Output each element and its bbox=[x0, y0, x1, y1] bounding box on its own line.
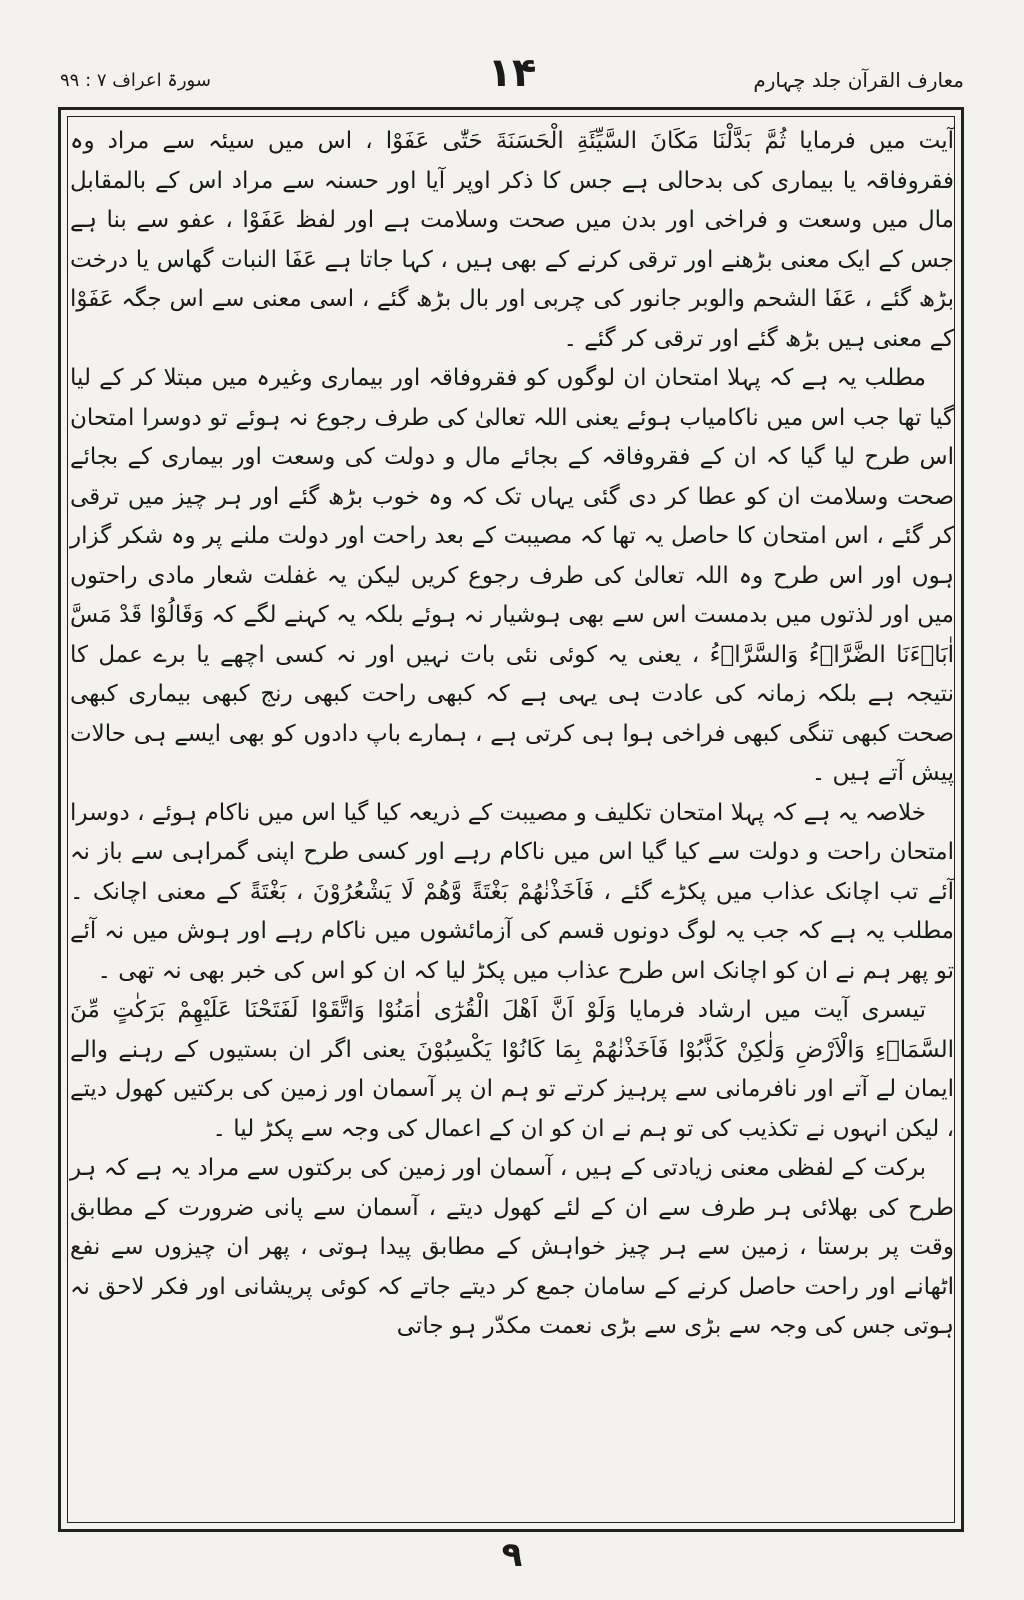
page-header bbox=[60, 50, 964, 110]
page-number-top: ۱۴ bbox=[487, 50, 537, 96]
page-body bbox=[70, 122, 954, 1522]
paragraph: تیسری آیت میں ارشاد فرمایا وَلَوْ اَنَّ اَهْلَ الْقُرٰٓى اٰمَنُوْا وَاتَّقَوْا لَفَتَحْنَا عَلَيْهِمْ بَرَكٰتٍ مِّنَ السَّمَاۗءِ وَالْاَرْضِ وَلٰكِنْ كَذَّبُوْا فَاَخَذْنٰهُمْ بِمَا كَانُوْا يَكْسِبُوْنَ یعنی اگر ان بستیوں کے رہنے والے ایمان لے آتے اور نافرمانی سے پرہیز کرتے تو ہم ان پر آسمان اور زمین کی برکتیں کھول دیتے ، لیکن انہوں نے تکذیب کی تو ہم نے ان کو ان کے اعمال کی وجہ سے پکڑ لیا ۔ bbox=[70, 997, 954, 1142]
paragraph: برکت کے لفظی معنی زیادتی کے ہیں ، آسمان اور زمین کی برکتوں سے مراد یہ ہے کہ ہر طرح کی بھلائی ہر طرف سے ان کے لئے کھول دیتے ، آسمان سے پانی ضرورت کے مطابق وقت پر برستا ، زمین سے ہر چیز خواہش کے مطابق پیدا ہوتی ، پھر ان چیزوں سے نفع اٹھانے اور راحت حاصل کرنے کے سامان جمع کر دیتے جاتے کہ کوئی پریشانی اور فکر لاحق نہ ہوتی جس کی وجہ سے بڑی سے بڑی نعمت مکدّر ہو جاتی bbox=[70, 1155, 954, 1339]
page-footer-number: ۹ bbox=[501, 1535, 523, 1575]
book-title: معارف القرآن جلد چہارم bbox=[753, 68, 964, 92]
paragraph: خلاصہ یہ ہے کہ پہلا امتحان تکلیف و مصیبت کے ذریعہ کیا گیا اس میں ناکام ہوئے ، دوسرا امتحان راحت و دولت سے کیا گیا اس میں ناکام رہے اور کسی طرح اپنی گمراہی سے باز نہ آئے تب اچانک عذاب میں پکڑے گئے ، فَاَخَذْنٰهُمْ بَغْتَةً وَّهُمْ لَا يَشْعُرُوْنَ ، بَغْتَةً کے معنی اچانک ۔ مطلب یہ ہے کہ جب یہ لوگ دونوں قسم کی آزمائشوں میں ناکام رہے اور ہوش میں نہ آئے تو پھر ہم نے ان کو اچانک اس طرح عذاب میں پکڑ لیا کہ ان کو اس کی خبر بھی نہ تھی ۔ bbox=[70, 799, 954, 984]
surah-reference: سورۃ اعراف ۷ : ۹۹ bbox=[60, 70, 211, 91]
paragraph: مطلب یہ ہے کہ پہلا امتحان ان لوگوں کو فقروفاقہ اور بیماری وغیرہ میں مبتلا کر کے لیا گیا تھا جب اس میں ناکامیاب ہوئے یعنی اللہ تعالیٰ کی طرف رجوع نہ ہوئے تو دوسرا امتحان اس طرح لیا گیا کہ ان کے فقروفاقہ کے بجائے مال و دولت کی وسعت اور بیماری کے بجائے صحت وسلامت ان کو عطا کر دی گئی یہاں تک کہ وہ خوب بڑھ گئے اور ہر چیز میں ترقی کر گئے ، اس امتحان کا حاصل یہ تھا کہ مصیبت کے بعد راحت اور دولت ملنے پر وہ شکر گزار ہوں اور اس طرح وہ اللہ تعالیٰ کی طرف رجوع کریں لیکن یہ غفلت شعار مادی راحتوں میں اور لذتوں میں بدمست اس سے بھی ہوشیار نہ ہوئے بلکہ یہ کہنے لگے کہ وَقَالُوْا قَدْ مَسَّ اٰبَاۗءَنَا الضَّرَّاۗءُ وَالسَّرَّاۗءُ ، یعنی یہ کوئی نئی بات نہیں اور نہ کسی اچھے یا برے عمل کا نتیجہ ہے بلکہ زمانہ کی عادت ہی یہی ہے کہ کبھی راحت کبھی رنج کبھی بیماری کبھی صحت کبھی تنگی کبھی فراخی ہوا ہی کرتی ہے ، ہمارے باپ دادوں کو بھی ایسے ہی حالات پیش آتے ہیں ۔ bbox=[70, 365, 954, 786]
paragraph: آیت میں فرمایا ثُمَّ بَدَّلْنَا مَكَانَ السَّيِّئَةِ الْحَسَنَةَ حَتّٰى عَفَوْا ، اس میں سیئہ سے مراد وہ فقروفاقہ یا بیماری کی بدحالی ہے جس کا ذکر اوپر آیا اور حسنہ سے مراد اس کے بالمقابل مال میں وسعت و فراخی اور بدن میں صحت وسلامت ہے اور لفظ عَفَوْا ، عفو سے بنا ہے جس کے ایک معنی بڑھنے اور ترقی کرنے کے بھی ہیں ، کہا جاتا ہے عَفَا النبات گھاس یا درخت بڑھ گئے ، عَفَا الشحم والوبر جانور کی چربی اور بال بڑھ گئے ، اسی معنی سے اس جگہ عَفَوْا کے معنی ہیں بڑھ گئے اور ترقی کر گئے ۔ bbox=[70, 128, 954, 352]
